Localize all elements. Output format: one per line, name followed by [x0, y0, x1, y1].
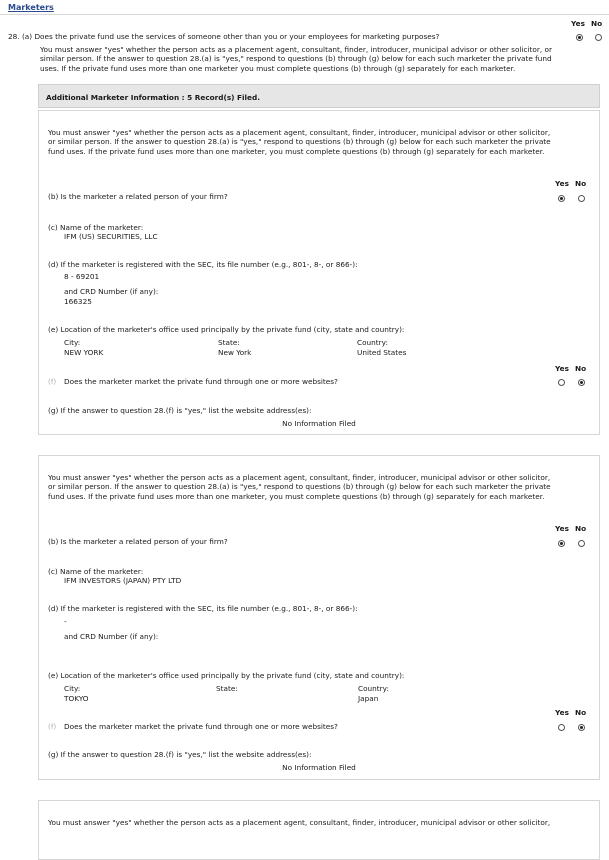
q-f-no-label: No	[575, 364, 587, 373]
marketer-record	[38, 110, 600, 435]
q-b-label: (b) Is the marketer a related person of your firm?	[48, 537, 228, 546]
country-value: United States	[357, 348, 407, 357]
q-d-label: (d) If the marketer is registered with the SEC, its file number (e.g., 801-, 8-, or 866-):	[48, 604, 358, 613]
state-label: State:	[216, 684, 238, 693]
websites-no-radio[interactable]	[578, 724, 585, 731]
q28-instruction-line: uses. If the private fund uses more than one marketer you must complete questions (b) through (g) separately for each marketer.	[40, 63, 516, 73]
q28-number: 28.	[8, 32, 20, 41]
q28a-no-label: No	[591, 19, 603, 28]
q-b-yes-label: Yes	[555, 179, 569, 188]
sec-file-number: -	[64, 617, 67, 626]
q-b-yes-label: Yes	[555, 524, 569, 533]
q-f-label: Does the marketer market the private fund through one or more websites?	[64, 722, 338, 731]
marketer-name: IFM (US) SECURITIES, LLC	[64, 232, 158, 241]
q-g-label: (g) If the answer to question 28.(f) is "yes," list the website address(es):	[48, 750, 312, 759]
marketers-section-link[interactable]: Marketers	[8, 3, 54, 12]
q28-text: Does the private fund use the services of someone other than you or your employees for marketing purposes?	[34, 32, 440, 41]
state-label: State:	[218, 338, 240, 347]
no-information-filed: No Information Filed	[282, 763, 356, 772]
state-value: New York	[218, 348, 252, 357]
city-label: City:	[64, 338, 81, 347]
q28a-yes-radio[interactable]	[576, 34, 583, 41]
record-intro	[48, 473, 593, 501]
record-intro-line: fund uses. If the private fund uses more than one marketer, you must complete questions (b) through (g) separately for each marketer.	[48, 491, 545, 501]
q-c-label: (c) Name of the marketer:	[48, 223, 144, 232]
q28-instruction-line: You must answer "yes" whether the person acts as a placement agent, consultant, finder, introducer, municipal advisor or other solicitor, or	[40, 45, 552, 54]
country-value: Japan	[358, 694, 379, 703]
header-divider	[0, 14, 609, 15]
websites-no-radio[interactable]	[578, 379, 585, 386]
additional-info-label: Additional Marketer Information : 5 Record(s) Filed.	[46, 93, 260, 102]
sec-file-number: 8 - 69201	[64, 272, 100, 281]
city-value: TOKYO	[64, 694, 89, 703]
marketer-record	[38, 455, 600, 780]
q-b-no-label: No	[575, 524, 587, 533]
crd-label: and CRD Number (if any):	[64, 632, 159, 641]
crd-number: 166325	[64, 297, 92, 306]
q-f-marker: (f)	[48, 377, 57, 386]
country-label: Country:	[358, 684, 389, 693]
crd-label: and CRD Number (if any):	[64, 287, 159, 296]
q28-instruction-line: similar person. If the answer to question 28.(a) is "yes," respond to questions (b) through (g) below for each such marketer the private fund	[40, 54, 552, 64]
country-label: Country:	[357, 338, 388, 347]
q-e-label: (e) Location of the marketer's office used principally by the private fund (city, state and country):	[48, 671, 405, 680]
question-28a	[8, 32, 439, 41]
q28a-no-radio[interactable]	[595, 34, 602, 41]
q-d-label: (d) If the marketer is registered with the SEC, its file number (e.g., 801-, 8-, or 866-):	[48, 260, 358, 269]
q-f-label: Does the marketer market the private fund through one or more websites?	[64, 377, 338, 386]
record-intro	[48, 128, 593, 156]
record-intro-line: You must answer "yes" whether the person acts as a placement agent, consultant, finder, introducer, municipal advisor or other solicitor,	[48, 473, 551, 482]
q-f-yes-label: Yes	[555, 364, 569, 373]
additional-marketer-info-header	[38, 84, 600, 108]
q-c-label: (c) Name of the marketer:	[48, 567, 144, 576]
websites-yes-radio[interactable]	[558, 724, 565, 731]
record-intro-line: You must answer "yes" whether the person acts as a placement agent, consultant, finder, introducer, municipal advisor or other solicitor,	[48, 128, 551, 137]
q-g-label: (g) If the answer to question 28.(f) is "yes," list the website address(es):	[48, 406, 312, 415]
marketer-record	[38, 800, 600, 860]
related-person-yes-radio[interactable]	[558, 195, 565, 202]
q28-instructions	[40, 45, 595, 73]
related-person-no-radio[interactable]	[578, 540, 585, 547]
q-b-no-label: No	[575, 179, 587, 188]
record-intro-line: fund uses. If the private fund uses more than one marketer, you must complete questions (b) through (g) separately for each marketer.	[48, 146, 545, 156]
q28-part: (a)	[21, 32, 33, 41]
record-intro-line: You must answer "yes" whether the person acts as a placement agent, consultant, finder, introducer, municipal advisor or other solicitor,	[48, 818, 551, 827]
marketer-name: IFM INVESTORS (JAPAN) PTY LTD	[64, 576, 182, 585]
city-label: City:	[64, 684, 81, 693]
q-b-label: (b) Is the marketer a related person of your firm?	[48, 192, 228, 201]
q-e-label: (e) Location of the marketer's office used principally by the private fund (city, state and country):	[48, 325, 405, 334]
websites-yes-radio[interactable]	[558, 379, 565, 386]
related-person-yes-radio[interactable]	[558, 540, 565, 547]
q-f-marker: (f)	[48, 722, 57, 731]
no-information-filed: No Information Filed	[282, 419, 356, 428]
city-value: NEW YORK	[64, 348, 104, 357]
q-f-yes-label: Yes	[555, 708, 569, 717]
record-intro-line: or similar person. If the answer to question 28.(a) is "yes," respond to questions (b) through (g) below for each such marketer the private	[48, 137, 551, 147]
q-f-no-label: No	[575, 708, 587, 717]
related-person-no-radio[interactable]	[578, 195, 585, 202]
q28a-yes-label: Yes	[571, 19, 585, 28]
record-intro-line: or similar person. If the answer to question 28.(a) is "yes," respond to questions (b) through (g) below for each such marketer the private	[48, 482, 551, 492]
